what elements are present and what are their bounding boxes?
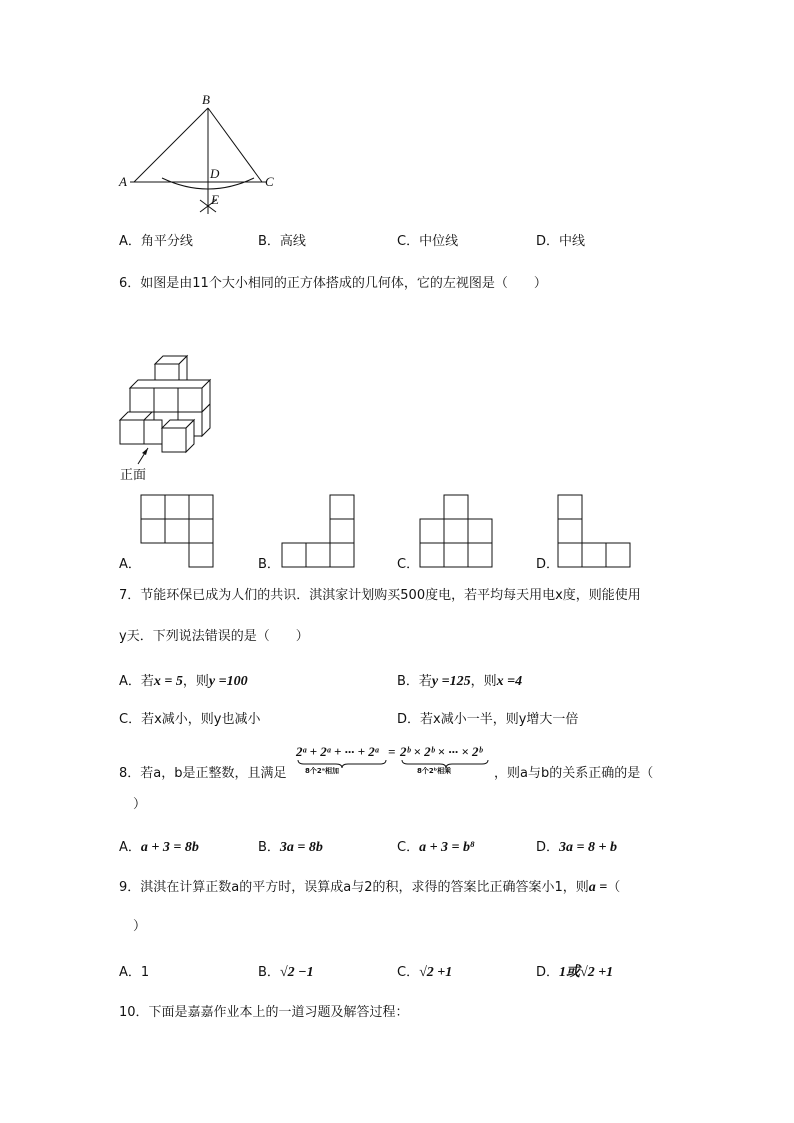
- point-a-label: A: [119, 174, 127, 189]
- q5-option-d[interactable]: D．中线: [536, 234, 586, 249]
- q8-option-a[interactable]: A．a + 3 = 8b: [119, 840, 199, 855]
- q5-option-b[interactable]: B．高线: [258, 234, 306, 249]
- q7-option-a[interactable]: A．若x = 5，则y =100: [119, 674, 248, 689]
- q9-option-a[interactable]: A．1: [119, 965, 150, 980]
- left-view-d-diagram: [536, 494, 646, 574]
- q9-option-b[interactable]: B．√2 −1: [258, 965, 314, 980]
- q7-option-d[interactable]: D．若x减小一半，则y增大一倍: [397, 712, 579, 727]
- q10-stem: 10．下面是嘉嘉作业本上的一道习题及解答过程：: [119, 1005, 409, 1020]
- q6-option-b[interactable]: B．: [258, 494, 368, 574]
- q9-option-c[interactable]: C．√2 +1: [397, 965, 453, 980]
- q8-option-c[interactable]: C．a + 3 = b⁸: [397, 840, 475, 855]
- q5-option-a[interactable]: A．角平分线: [119, 234, 193, 249]
- triangle-construction-diagram: [112, 96, 282, 221]
- q8-option-b[interactable]: B．3a = 8b: [258, 840, 323, 855]
- q7-option-c[interactable]: C．若x减小，则y也减小: [119, 712, 261, 727]
- q8-option-d[interactable]: D．3a = 8 + b: [536, 840, 617, 855]
- left-view-c-diagram: [397, 494, 507, 574]
- left-view-b-diagram: [258, 494, 368, 574]
- point-c-label: C: [265, 174, 274, 189]
- q9-close-paren: ）: [133, 919, 147, 934]
- q5-option-c[interactable]: C．中位线: [397, 234, 459, 249]
- q6-solid-figure: [118, 354, 218, 484]
- q8-equation: 2ᵃ + 2ᵃ + ··· + 2ᵃ 8个2ᵃ相加 = 2ᵇ × 2ᵇ × ··· × 2ᵇ 8个2ᵇ相乘: [296, 744, 492, 780]
- underbrace-diagram: [296, 744, 492, 780]
- left-view-a-diagram: [119, 494, 229, 574]
- front-direction-label: 正面: [120, 468, 147, 483]
- q6-stem: 6．如图是由11个大小相同的正方体搭成的几何体，它的左视图是（ ）: [119, 276, 547, 291]
- q9-option-d[interactable]: D．1或√2 +1: [536, 965, 614, 980]
- q7-option-b[interactable]: B．若y =125，则x =4: [397, 674, 523, 689]
- q9-stem: 9．淇淇在计算正数a的平方时，误算成a与2的积，求得的答案比正确答案小1，则a =（: [119, 880, 621, 895]
- q8-stem-pre: 8．若a，b是正整数，且满足: [119, 766, 287, 781]
- q7-stem-line1: 7．节能环保已成为人们的共识．淇淇家计划购买500度电，若平均每天用电x度，则能使用: [119, 588, 641, 603]
- q5-figure: [112, 92, 282, 221]
- point-e-label: E: [211, 192, 219, 207]
- q8-stem-post: ，则a与b的关系正确的是（: [494, 766, 654, 781]
- q6-option-c[interactable]: C．: [397, 494, 507, 574]
- q6-option-d[interactable]: D．: [536, 494, 646, 574]
- q8-close-paren: ）: [133, 797, 147, 812]
- point-d-label: D: [210, 166, 220, 181]
- q6-option-a[interactable]: A．: [119, 494, 229, 574]
- q7-stem-line2: y天．下列说法错误的是（ ）: [119, 629, 309, 644]
- point-b-label: B: [202, 92, 210, 107]
